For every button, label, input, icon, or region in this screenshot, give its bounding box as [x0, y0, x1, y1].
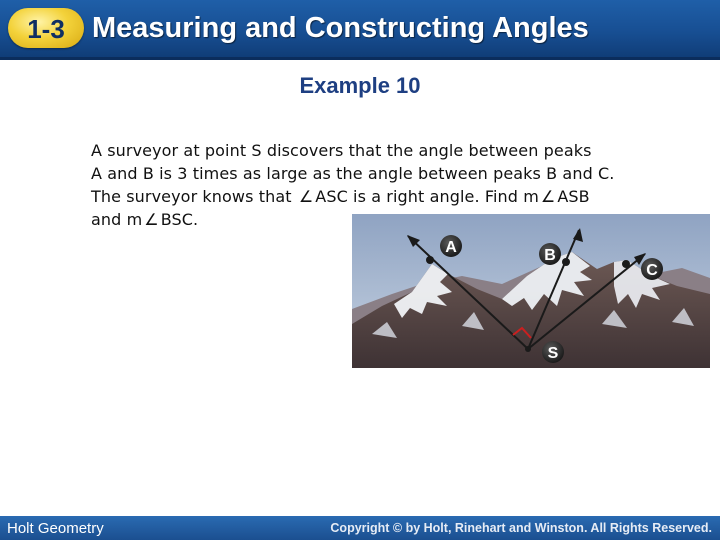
- label-s: S: [547, 345, 559, 362]
- label-c: C: [646, 262, 658, 279]
- label-a: A: [445, 239, 457, 256]
- angle-symbol: ∠: [144, 210, 159, 229]
- angle-symbol: ∠: [298, 187, 314, 206]
- slide-title: Measuring and Constructing Angles: [92, 12, 589, 44]
- point-s-dot: [525, 346, 531, 352]
- point-a-dot: [426, 256, 434, 264]
- example-title: Example 10: [299, 73, 421, 98]
- lesson-number: 1-3: [27, 14, 65, 44]
- problem-text-span: The surveyor knows that: [91, 187, 292, 206]
- problem-line: A and B is 3 times as large as the angle between peaks B and C.: [91, 164, 615, 183]
- point-b-dot: [562, 258, 570, 266]
- problem-text-span: ASB: [557, 187, 590, 206]
- problem-line: A surveyor at point S discovers that the angle between peaks: [91, 141, 592, 160]
- lesson-badge: [8, 8, 84, 48]
- problem-text-span: and m: [91, 210, 143, 229]
- footer-bar: [0, 516, 720, 540]
- problem-line: [91, 185, 701, 208]
- header-bar: [0, 0, 720, 60]
- footer-copyright: Copyright © by Holt, Rinehart and Winston. All Rights Reserved.: [330, 521, 712, 535]
- problem-text-span: ASC is a right angle. Find m: [315, 187, 539, 206]
- label-b: B: [544, 247, 556, 264]
- point-c-dot: [622, 260, 630, 268]
- problem-text-span: BSC.: [160, 210, 199, 229]
- footer-course: Holt Geometry: [7, 520, 104, 537]
- angle-symbol: ∠: [540, 187, 556, 206]
- mountain-figure: [352, 214, 710, 368]
